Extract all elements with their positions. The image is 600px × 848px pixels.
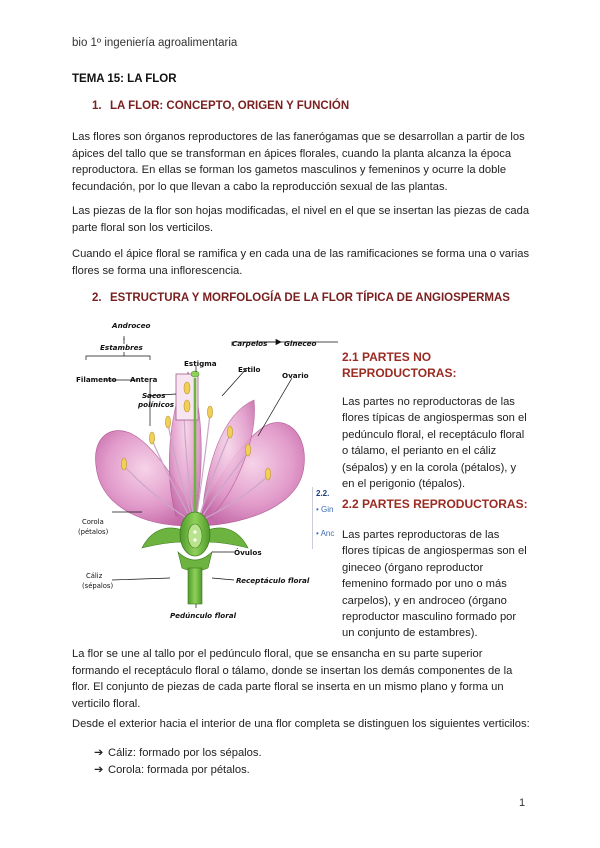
flower-diagram <box>72 316 317 622</box>
heading-line: REPRODUCTORAS: <box>342 366 457 380</box>
label-ovulos: Óvulos <box>234 548 262 557</box>
text-line: en el perigonio (tépalos). <box>342 478 466 491</box>
peduncle <box>188 568 202 604</box>
side-heading-non-reproductive <box>342 349 532 381</box>
text-line: flores típicas de angiospermas son el <box>342 412 527 425</box>
label-sacos: Sacos <box>142 391 166 400</box>
page-number: 1 <box>519 797 526 809</box>
right-sepal <box>206 528 248 548</box>
label-receptaculo: Receptáculo floral <box>236 576 310 585</box>
snippet-line-1: • Gin <box>316 505 334 514</box>
section-2-heading <box>92 292 510 304</box>
text-line: flores típicas de angiospermas son el <box>342 545 527 558</box>
bullet-text: Corola: formada por pétalos. <box>108 764 250 776</box>
label-estilo: Estilo <box>238 365 261 374</box>
text-line: carpelos), y en androceo (órgano <box>342 594 507 607</box>
stigma <box>191 371 199 377</box>
snippet-line-2: • Anc <box>316 529 335 538</box>
label-caliz: Cáliz <box>86 572 103 580</box>
side-paragraph-reproductive <box>342 527 537 642</box>
label-polinicos: polínicos <box>138 400 175 409</box>
label-antera: Antera <box>130 375 158 384</box>
left-sepal <box>142 528 184 548</box>
section-1-number: 1. <box>92 100 102 112</box>
header-note: bio 1º ingeniería agroalimentaria <box>72 37 238 49</box>
bullet-caliz <box>94 746 262 759</box>
text-line: La flor se une al tallo por el pedúnculo floral, que se ensancha en su parte superior <box>72 648 483 660</box>
text-line: Las flores son órganos reproductores de las fanerógamas que se desarrollan a partir de los <box>72 131 525 143</box>
section-2-title: ESTRUCTURA Y MORFOLOGÍA DE LA FLOR TÍPICA DE ANGIOSPERMAS <box>110 292 510 304</box>
topic-title: TEMA 15: LA FLOR <box>72 73 177 85</box>
side-heading-reproductive: 2.2 PARTES REPRODUCTORAS: <box>342 497 528 511</box>
text-line: flores se forma una inflorescencia. <box>72 264 243 277</box>
arrow-icon: ➔ <box>94 747 104 759</box>
text-line: ápices del tallo que se transforman en ápices florales, cuando la planta alcanza la época <box>72 147 512 160</box>
label-filamento: Filamento <box>76 375 117 384</box>
paragraph-inflorescence <box>72 246 532 279</box>
text-line: formando el receptáculo floral o tálamo, donde se insertan los demás componentes de la <box>72 664 513 677</box>
text-line: pedúnculo floral, el receptáculo floral <box>342 428 525 441</box>
section-2-number: 2. <box>92 292 102 304</box>
paragraph-verticils-intro: Desde el exterior hacia el interior de una flor completa se distinguen los siguientes verticilos: <box>72 718 530 730</box>
bullet-corola <box>94 763 250 776</box>
text-line: reproductor masculino formado por <box>342 611 517 624</box>
label-ovario: Ovario <box>282 371 309 380</box>
label-carpelos: Carpelos <box>232 339 268 348</box>
text-line: femenino formado por uno o más <box>342 578 507 591</box>
text-line: Las partes no reproductoras de las <box>342 396 515 408</box>
label-pedunculo: Pedúnculo floral <box>170 611 237 620</box>
text-line: parte floral son los verticilos. <box>72 221 214 234</box>
bullet-text: Cáliz: formado por los sépalos. <box>108 747 262 759</box>
text-line: un conjunto de estambres). <box>342 627 478 640</box>
label-estambres: Estambres <box>100 343 143 352</box>
paragraph-flower-pieces <box>72 203 532 236</box>
flower-illustration <box>72 316 317 622</box>
text-line: fecundación, por lo que llevan a cabo la reproducción sexual de las plantas. <box>72 180 448 193</box>
paragraph-flowers-definition <box>72 129 532 195</box>
section-1-title: LA FLOR: CONCEPTO, ORIGEN Y FUNCIÓN <box>110 100 350 112</box>
side-paragraph-non-reproductive <box>342 394 537 492</box>
text-line: verticilo floral. <box>72 697 141 710</box>
clipped-note-snippet <box>312 487 337 549</box>
text-line: flor. El conjunto de piezas de cada parte floral se inserta en un mismo plano y forma un <box>72 681 504 694</box>
paragraph-peduncle <box>72 646 532 712</box>
snippet-heading: 2.2. <box>316 489 330 498</box>
text-line: Las piezas de la flor son hojas modificadas, el nivel en el que se insertan las piezas de cada <box>72 205 530 217</box>
label-petalos: (pétalos) <box>78 528 109 536</box>
arrow-icon: ➔ <box>94 764 104 776</box>
label-androceo: Androceo <box>112 321 151 330</box>
label-corola: Corola <box>82 518 104 526</box>
heading-line: 2.1 PARTES NO <box>342 350 432 364</box>
text-line: gineceo (órgano reproductor <box>342 561 484 574</box>
label-estigma: Estigma <box>184 359 217 368</box>
text-line: o tálamo, el perianto en el cáliz <box>342 445 497 458</box>
text-line: Cuando el ápice floral se ramifica y en cada una de las ramificaciones se forma una o varias <box>72 248 530 260</box>
text-line: reproductora. En ellas se forman los gametos masculinos y femeninos y ocurre la doble <box>72 164 507 177</box>
section-1-heading <box>92 100 349 112</box>
label-sepalos: (sépalos) <box>82 582 114 590</box>
text-line: Las partes reproductoras de las <box>342 529 500 541</box>
text-line: (sépalos) y en la corola (pétalos), y <box>342 461 517 474</box>
label-gineceo: Gineceo <box>284 339 317 348</box>
